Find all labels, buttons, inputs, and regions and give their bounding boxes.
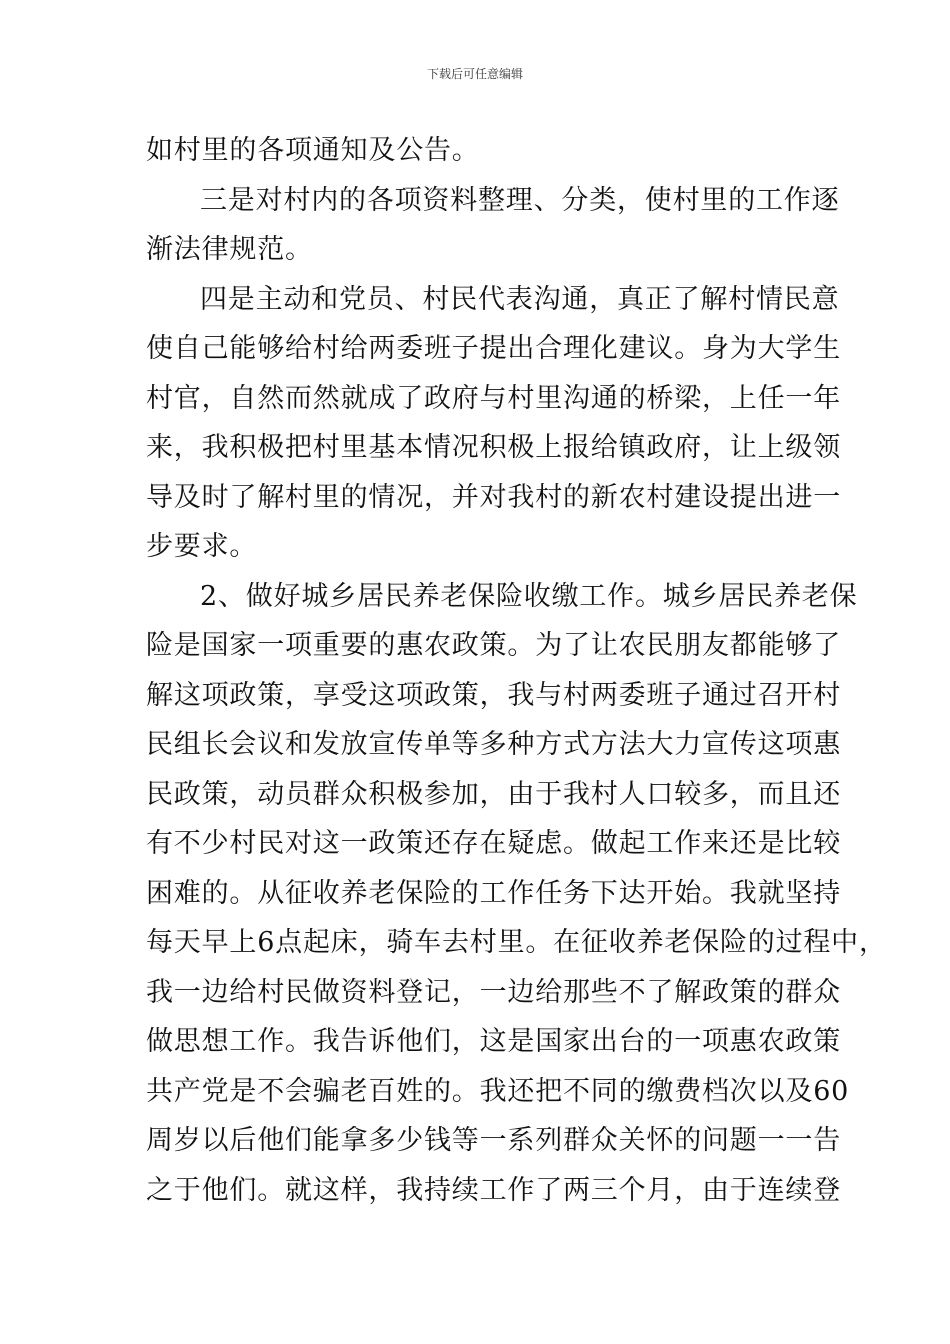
text-line: 导及时了解村里的情况，并对我村的新农村建设提出进一 bbox=[146, 481, 841, 513]
text-line: 困难的。从征收养老保险的工作任务下达开始。我就坚持 bbox=[146, 877, 841, 909]
text-line: 之于他们。就这样，我持续工作了两三个月，由于连续登 bbox=[146, 1174, 841, 1206]
paragraph-4 bbox=[146, 572, 887, 1216]
paragraph-1 bbox=[146, 126, 826, 176]
text-line: 做思想工作。我告诉他们，这是国家出台的一项惠农政策 bbox=[146, 1026, 841, 1057]
text-line: 险是国家一项重要的惠农政策。为了让农民朋友都能够了 bbox=[146, 630, 841, 661]
text-line: 使自己能够给村给两委班子提出合理化建议。身为大学生 bbox=[146, 333, 841, 364]
text-line: 四是主动和党员、村民代表沟通，真正了解村情民意 bbox=[200, 283, 840, 315]
document-body bbox=[146, 126, 887, 1215]
text-line: 三是对村内的各项资料整理、分类，使村里的工作逐 bbox=[200, 184, 840, 216]
paragraph-3 bbox=[146, 275, 841, 572]
text-line: 2、做好城乡居民养老保险收缴工作。城乡居民养老保 bbox=[200, 580, 858, 612]
text-line: 有不少村民对这一政策还存在疑虑。做起工作来还是比较 bbox=[146, 828, 841, 859]
text-line: 每天早上6点起床，骑车去村里。在征收养老保险的过程中， bbox=[146, 927, 887, 958]
text-line: 来，我积极把村里基本情况积极上报给镇政府，让上级领 bbox=[146, 432, 841, 463]
text-line: 解这项政策，享受这项政策，我与村两委班子通过召开村 bbox=[146, 679, 841, 711]
text-line: 周岁以后他们能拿多少钱等一系列群众关怀的问题一一告 bbox=[146, 1125, 841, 1156]
page-header: 下载后可任意编辑 bbox=[426, 67, 523, 81]
text-line: 民组长会议和发放宣传单等多种方式方法大力宣传这项惠 bbox=[146, 729, 841, 760]
text-line: 步要求。 bbox=[146, 531, 258, 562]
text-line: 民政策，动员群众积极参加，由于我村人口较多，而且还 bbox=[146, 778, 841, 810]
text-line: 我一边给村民做资料登记，一边给那些不了解政策的群众 bbox=[146, 976, 841, 1008]
text-line: 如村里的各项通知及公告。 bbox=[146, 135, 480, 166]
text-line: 共产党是不会骗老百姓的。我还把不同的缴费档次以及60 bbox=[146, 1075, 850, 1107]
text-line: 村官，自然而然就成了政府与村里沟通的桥梁，上任一年 bbox=[146, 382, 841, 414]
text-line: 渐法律规范。 bbox=[146, 234, 313, 265]
paragraph-2 bbox=[146, 176, 840, 275]
